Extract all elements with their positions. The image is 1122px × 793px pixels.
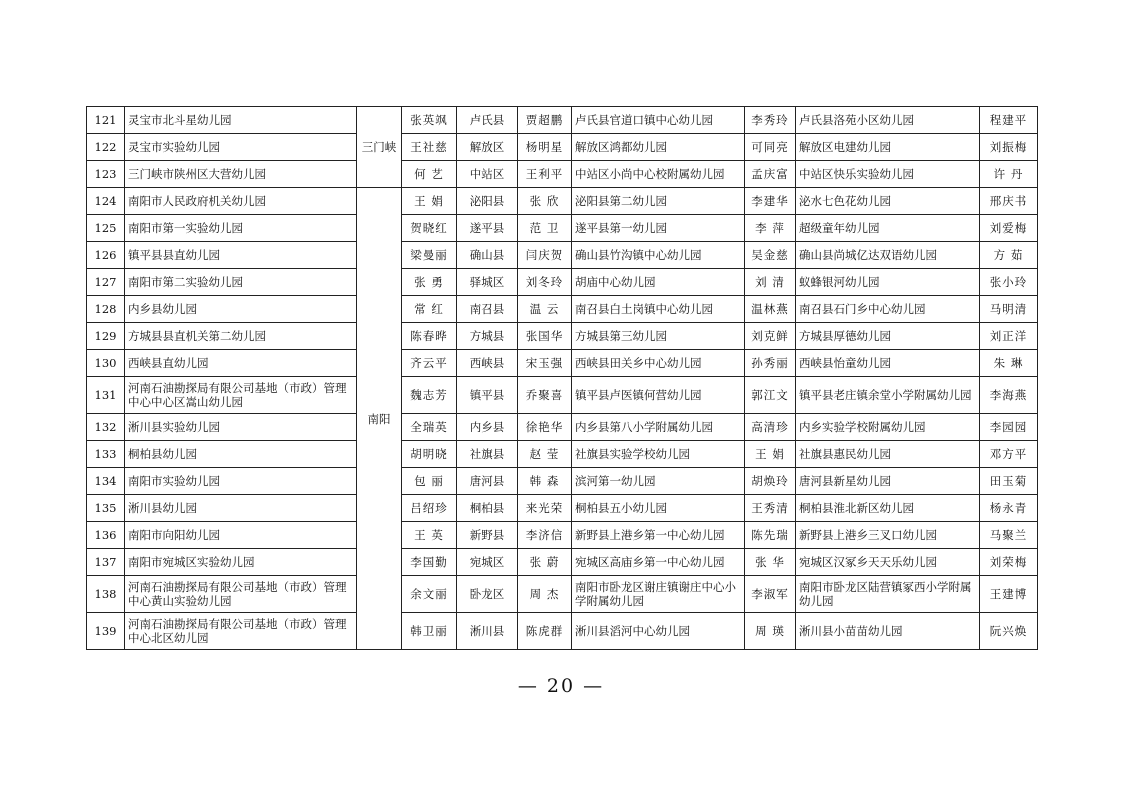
second-principal-cell: 周 瑛 <box>745 613 796 650</box>
kindergarten-name-cell: 南阳市实验幼儿园 <box>125 468 357 495</box>
kindergarten-name-cell: 南阳市第一实验幼儿园 <box>125 215 357 242</box>
contact-cell: 刘荣梅 <box>980 549 1038 576</box>
principal-cell: 常 红 <box>402 296 457 323</box>
partner-school-cell: 解放区鸿都幼儿园 <box>572 134 745 161</box>
second-principal-cell: 吴金慈 <box>745 242 796 269</box>
second-school-cell: 唐河县新星幼儿园 <box>796 468 980 495</box>
kindergarten-name-cell: 河南石油勘探局有限公司基地（市政）管理中心中心区嵩山幼儿园 <box>125 377 357 414</box>
county-cell: 中站区 <box>457 161 518 188</box>
principal-cell: 李国勤 <box>402 549 457 576</box>
table-row <box>87 188 1038 215</box>
kindergarten-name-cell: 南阳市人民政府机关幼儿园 <box>125 188 357 215</box>
contact-cell: 邢庆书 <box>980 188 1038 215</box>
principal-cell: 王 娟 <box>402 188 457 215</box>
kindergarten-name-cell: 灵宝市实验幼儿园 <box>125 134 357 161</box>
second-principal-cell: 李淑军 <box>745 576 796 613</box>
partner-principal-cell: 韩 森 <box>518 468 572 495</box>
county-cell: 确山县 <box>457 242 518 269</box>
table-row <box>87 215 1038 242</box>
table-row <box>87 549 1038 576</box>
kindergarten-name-cell: 内乡县幼儿园 <box>125 296 357 323</box>
page-number: — 20 — <box>517 675 605 697</box>
kindergarten-name-cell: 灵宝市北斗星幼儿园 <box>125 107 357 134</box>
partner-school-cell: 内乡县第八小学附属幼儿园 <box>572 414 745 441</box>
principal-cell: 齐云平 <box>402 350 457 377</box>
table-row <box>87 107 1038 134</box>
contact-cell: 邓方平 <box>980 441 1038 468</box>
second-principal-cell: 郭江文 <box>745 377 796 414</box>
partner-school-cell: 南召县白土岗镇中心幼儿园 <box>572 296 745 323</box>
county-cell: 内乡县 <box>457 414 518 441</box>
contact-cell: 李海燕 <box>980 377 1038 414</box>
second-school-cell: 桐柏县淮北新区幼儿园 <box>796 495 980 522</box>
second-school-cell: 蚁蜂银河幼儿园 <box>796 269 980 296</box>
principal-cell: 张 勇 <box>402 269 457 296</box>
partner-school-cell: 南阳市卧龙区谢庄镇谢庄中心小学附属幼儿园 <box>572 576 745 613</box>
row-number-cell: 131 <box>87 377 125 414</box>
partner-school-cell: 西峡县田关乡中心幼儿园 <box>572 350 745 377</box>
row-number-cell: 123 <box>87 161 125 188</box>
contact-cell: 王建博 <box>980 576 1038 613</box>
table-row <box>87 613 1038 650</box>
table-row <box>87 323 1038 350</box>
second-school-cell: 方城县厚德幼儿园 <box>796 323 980 350</box>
partner-school-cell: 新野县上港乡第一中心幼儿园 <box>572 522 745 549</box>
second-school-cell: 社旗县惠民幼儿园 <box>796 441 980 468</box>
partner-school-cell: 确山县竹沟镇中心幼儿园 <box>572 242 745 269</box>
second-school-cell: 中站区快乐实验幼儿园 <box>796 161 980 188</box>
second-school-cell: 南召县石门乡中心幼儿园 <box>796 296 980 323</box>
second-principal-cell: 刘克鲜 <box>745 323 796 350</box>
second-principal-cell: 刘 清 <box>745 269 796 296</box>
table-row <box>87 269 1038 296</box>
second-school-cell: 内乡实验学校附属幼儿园 <box>796 414 980 441</box>
county-cell: 卧龙区 <box>457 576 518 613</box>
partner-principal-cell: 乔聚喜 <box>518 377 572 414</box>
row-number-cell: 139 <box>87 613 125 650</box>
table-row <box>87 242 1038 269</box>
county-cell: 淅川县 <box>457 613 518 650</box>
principal-cell: 贺晓红 <box>402 215 457 242</box>
principal-cell: 胡明晓 <box>402 441 457 468</box>
contact-cell: 张小玲 <box>980 269 1038 296</box>
partner-school-cell: 遂平县第一幼儿园 <box>572 215 745 242</box>
second-school-cell: 南阳市卧龙区陆营镇冢西小学附属幼儿园 <box>796 576 980 613</box>
county-cell: 方城县 <box>457 323 518 350</box>
partner-principal-cell: 张国华 <box>518 323 572 350</box>
second-principal-cell: 孙秀丽 <box>745 350 796 377</box>
table-row <box>87 468 1038 495</box>
kindergarten-name-cell: 桐柏县幼儿园 <box>125 441 357 468</box>
partner-principal-cell: 赵 莹 <box>518 441 572 468</box>
contact-cell: 阮兴焕 <box>980 613 1038 650</box>
partner-principal-cell: 范 卫 <box>518 215 572 242</box>
partner-school-cell: 泌阳县第二幼儿园 <box>572 188 745 215</box>
county-cell: 泌阳县 <box>457 188 518 215</box>
partner-principal-cell: 闫庆贺 <box>518 242 572 269</box>
kindergarten-name-cell: 三门峡市陕州区大营幼儿园 <box>125 161 357 188</box>
table-row <box>87 377 1038 414</box>
kindergarten-name-cell: 方城县县直机关第二幼儿园 <box>125 323 357 350</box>
county-cell: 新野县 <box>457 522 518 549</box>
kindergarten-name-cell: 西峡县直幼儿园 <box>125 350 357 377</box>
county-cell: 宛城区 <box>457 549 518 576</box>
second-school-cell: 卢氏县洛苑小区幼儿园 <box>796 107 980 134</box>
row-number-cell: 122 <box>87 134 125 161</box>
county-cell: 西峡县 <box>457 350 518 377</box>
county-cell: 唐河县 <box>457 468 518 495</box>
partner-principal-cell: 张 蔚 <box>518 549 572 576</box>
kindergarten-pairing-table <box>86 106 1038 650</box>
second-school-cell: 超级童年幼儿园 <box>796 215 980 242</box>
principal-cell: 张英飒 <box>402 107 457 134</box>
second-school-cell: 泌水七色花幼儿园 <box>796 188 980 215</box>
principal-cell: 王 英 <box>402 522 457 549</box>
second-principal-cell: 可同亮 <box>745 134 796 161</box>
second-school-cell: 西峡县怡童幼儿园 <box>796 350 980 377</box>
second-principal-cell: 温林燕 <box>745 296 796 323</box>
second-principal-cell: 胡焕玲 <box>745 468 796 495</box>
contact-cell: 方 茹 <box>980 242 1038 269</box>
partner-principal-cell: 周 杰 <box>518 576 572 613</box>
second-school-cell: 淅川县小苗苗幼儿园 <box>796 613 980 650</box>
contact-cell: 李园园 <box>980 414 1038 441</box>
city-cell: 南阳 <box>357 188 402 650</box>
row-number-cell: 132 <box>87 414 125 441</box>
county-cell: 桐柏县 <box>457 495 518 522</box>
row-number-cell: 135 <box>87 495 125 522</box>
partner-principal-cell: 王利平 <box>518 161 572 188</box>
row-number-cell: 129 <box>87 323 125 350</box>
partner-school-cell: 胡庙中心幼儿园 <box>572 269 745 296</box>
table-row <box>87 495 1038 522</box>
second-school-cell: 宛城区汉冢乡天天乐幼儿园 <box>796 549 980 576</box>
contact-cell: 许 丹 <box>980 161 1038 188</box>
county-cell: 卢氏县 <box>457 107 518 134</box>
partner-school-cell: 中站区小尚中心校附属幼儿园 <box>572 161 745 188</box>
table-row <box>87 414 1038 441</box>
kindergarten-name-cell: 镇平县县直幼儿园 <box>125 242 357 269</box>
contact-cell: 马聚兰 <box>980 522 1038 549</box>
principal-cell: 梁曼丽 <box>402 242 457 269</box>
principal-cell: 王社慈 <box>402 134 457 161</box>
partner-school-cell: 桐柏县五小幼儿园 <box>572 495 745 522</box>
partner-principal-cell: 刘冬玲 <box>518 269 572 296</box>
partner-school-cell: 镇平县卢医镇何营幼儿园 <box>572 377 745 414</box>
partner-principal-cell: 陈虎群 <box>518 613 572 650</box>
partner-principal-cell: 来光荣 <box>518 495 572 522</box>
partner-principal-cell: 温 云 <box>518 296 572 323</box>
contact-cell: 杨永青 <box>980 495 1038 522</box>
contact-cell: 田玉菊 <box>980 468 1038 495</box>
partner-school-cell: 滨河第一幼儿园 <box>572 468 745 495</box>
row-number-cell: 137 <box>87 549 125 576</box>
table-body <box>87 107 1038 650</box>
second-principal-cell: 王 娟 <box>745 441 796 468</box>
county-cell: 镇平县 <box>457 377 518 414</box>
contact-cell: 朱 琳 <box>980 350 1038 377</box>
row-number-cell: 130 <box>87 350 125 377</box>
kindergarten-name-cell: 南阳市宛城区实验幼儿园 <box>125 549 357 576</box>
row-number-cell: 128 <box>87 296 125 323</box>
partner-school-cell: 淅川县滔河中心幼儿园 <box>572 613 745 650</box>
row-number-cell: 121 <box>87 107 125 134</box>
row-number-cell: 125 <box>87 215 125 242</box>
table-row <box>87 522 1038 549</box>
second-principal-cell: 李秀玲 <box>745 107 796 134</box>
partner-principal-cell: 张 欣 <box>518 188 572 215</box>
partner-school-cell: 社旗县实验学校幼儿园 <box>572 441 745 468</box>
row-number-cell: 134 <box>87 468 125 495</box>
partner-principal-cell: 贾超鹏 <box>518 107 572 134</box>
kindergarten-name-cell: 淅川县幼儿园 <box>125 495 357 522</box>
row-number-cell: 138 <box>87 576 125 613</box>
second-principal-cell: 张 华 <box>745 549 796 576</box>
principal-cell: 韩卫丽 <box>402 613 457 650</box>
second-principal-cell: 李建华 <box>745 188 796 215</box>
table-row <box>87 441 1038 468</box>
county-cell: 南召县 <box>457 296 518 323</box>
second-principal-cell: 李 萍 <box>745 215 796 242</box>
principal-cell: 余文丽 <box>402 576 457 613</box>
second-school-cell: 确山县尚城亿达双语幼儿园 <box>796 242 980 269</box>
kindergarten-name-cell: 河南石油勘探局有限公司基地（市政）管理中心黄山实验幼儿园 <box>125 576 357 613</box>
principal-cell: 陈春晔 <box>402 323 457 350</box>
kindergarten-name-cell: 南阳市向阳幼儿园 <box>125 522 357 549</box>
principal-cell: 吕绍珍 <box>402 495 457 522</box>
partner-principal-cell: 徐艳华 <box>518 414 572 441</box>
kindergarten-name-cell: 南阳市第二实验幼儿园 <box>125 269 357 296</box>
contact-cell: 马明清 <box>980 296 1038 323</box>
second-school-cell: 新野县上港乡三叉口幼儿园 <box>796 522 980 549</box>
second-school-cell: 解放区电建幼儿园 <box>796 134 980 161</box>
kindergarten-name-cell: 淅川县实验幼儿园 <box>125 414 357 441</box>
principal-cell: 何 艺 <box>402 161 457 188</box>
second-principal-cell: 孟庆富 <box>745 161 796 188</box>
county-cell: 遂平县 <box>457 215 518 242</box>
second-principal-cell: 陈先瑞 <box>745 522 796 549</box>
county-cell: 社旗县 <box>457 441 518 468</box>
contact-cell: 程建平 <box>980 107 1038 134</box>
second-principal-cell: 高清珍 <box>745 414 796 441</box>
second-school-cell: 镇平县老庄镇余堂小学附属幼儿园 <box>796 377 980 414</box>
table-row <box>87 576 1038 613</box>
row-number-cell: 127 <box>87 269 125 296</box>
table-row <box>87 350 1038 377</box>
kindergarten-name-cell: 河南石油勘探局有限公司基地（市政）管理中心北区幼儿园 <box>125 613 357 650</box>
contact-cell: 刘振梅 <box>980 134 1038 161</box>
row-number-cell: 124 <box>87 188 125 215</box>
contact-cell: 刘爱梅 <box>980 215 1038 242</box>
county-cell: 解放区 <box>457 134 518 161</box>
row-number-cell: 126 <box>87 242 125 269</box>
partner-principal-cell: 宋玉强 <box>518 350 572 377</box>
principal-cell: 全瑞英 <box>402 414 457 441</box>
principal-cell: 魏志芳 <box>402 377 457 414</box>
row-number-cell: 133 <box>87 441 125 468</box>
row-number-cell: 136 <box>87 522 125 549</box>
contact-cell: 刘正洋 <box>980 323 1038 350</box>
principal-cell: 包 丽 <box>402 468 457 495</box>
second-principal-cell: 王秀清 <box>745 495 796 522</box>
table-row <box>87 134 1038 161</box>
partner-school-cell: 宛城区高庙乡第一中心幼儿园 <box>572 549 745 576</box>
partner-principal-cell: 杨明星 <box>518 134 572 161</box>
partner-school-cell: 卢氏县官道口镇中心幼儿园 <box>572 107 745 134</box>
county-cell: 驿城区 <box>457 269 518 296</box>
partner-principal-cell: 李济信 <box>518 522 572 549</box>
table-row <box>87 161 1038 188</box>
table-row <box>87 296 1038 323</box>
city-cell: 三门峡 <box>357 107 402 188</box>
partner-school-cell: 方城县第三幼儿园 <box>572 323 745 350</box>
